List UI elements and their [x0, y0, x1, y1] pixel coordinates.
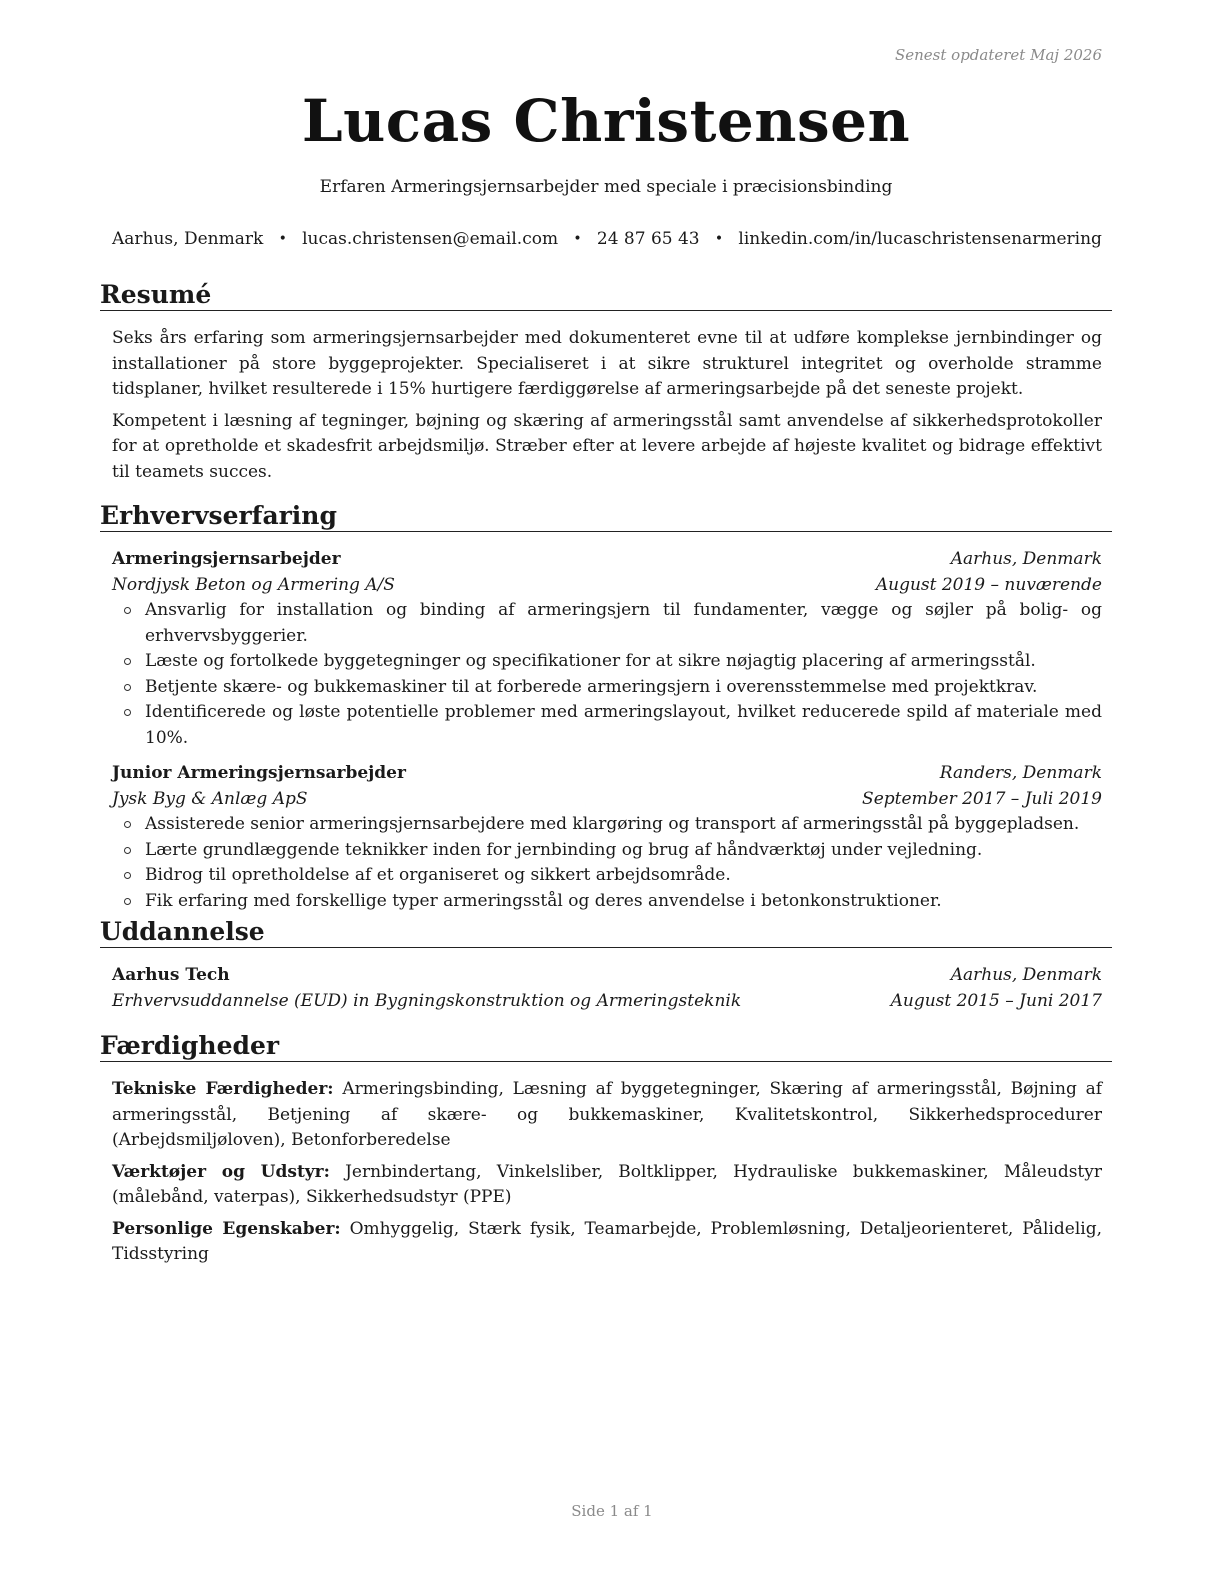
job-bullets [112, 812, 1102, 914]
job-company: Nordjysk Beton og Armering A/S [112, 574, 395, 595]
bullet-icon [124, 898, 131, 905]
job-dates: August 2019 – nuværende [875, 574, 1102, 595]
bullet-icon [124, 872, 131, 879]
summary-paragraph: Kompetent i læsning af tegninger, bøjning og skæring af armeringsstål samt anvendelse af sikkerhedsprotokoller for at opretholde et skadesfrit arbejdsmiljø. Stræber efter at levere arbejde af højeste kvalitet og bidrage effektivt til teamets succes. [112, 410, 1102, 482]
education-dates: August 2015 – Juni 2017 [890, 990, 1102, 1011]
contact-line [112, 228, 1102, 250]
job-bullets [112, 598, 1102, 751]
contact-linkedin[interactable]: linkedin.com/in/lucaschristensenarmering [738, 229, 1102, 249]
list-item: Fik erfaring med forskellige typer armeringsstål og deres anvendelse i betonkonstruktioner. [112, 889, 1102, 915]
experience-title: Erhvervserfaring [100, 501, 1112, 532]
list-item: Læste og fortolkede byggetegninger og specifikationer for at sikre nøjagtig placering af armeringsstål. [112, 649, 1102, 675]
skill-label: Personlige Egenskaber: [112, 1218, 341, 1239]
experience-section [100, 501, 1112, 914]
summary-paragraph: Seks års erfaring som armeringsjernsarbejder med dokumenteret evne til at udføre komplekse jernbindinger og installationer på store byggeprojekter. Specialiseret i at sikre strukturel integritet og overholde stramme tidsplaner, hvilket resulterede i 15% hurtigere færdiggørelse af armeringsarbejde på det seneste projekt. [112, 328, 1102, 399]
contact-separator: • [714, 231, 724, 247]
page-number: Side 1 af 1 [571, 1502, 653, 1520]
job-role: Junior Armeringsjernsarbejder [112, 763, 406, 783]
skill-group [112, 1077, 1102, 1154]
job-company: Jysk Byg & Anlæg ApS [112, 788, 308, 809]
last-updated: Senest opdateret Maj 2026 [894, 46, 1102, 64]
skill-text: Omhyggelig, Stærk fysik, Teamarbejde, Problemløsning, Detaljeorienteret, Pålidelig, Tidsstyring [112, 1218, 1102, 1264]
education-section [100, 917, 1112, 1014]
job-location: Aarhus, Denmark [950, 549, 1102, 569]
skill-group [112, 1217, 1102, 1268]
school-name: Aarhus Tech [112, 965, 230, 985]
tagline: Erfaren Armeringsjernsarbejder med speciale i præcisionsbinding [319, 177, 893, 197]
contact-location: Aarhus, Denmark [112, 229, 264, 249]
list-item: Betjente skære- og bukkemaskiner til at forberede armeringsjern i overensstemmelse med projektkrav. [112, 675, 1102, 701]
bullet-icon [124, 847, 131, 854]
list-item: Identificerede og løste potentielle problemer med armeringslayout, hvilket reducerede spild af materiale med 10%. [112, 700, 1102, 751]
summary-title: Resumé [100, 280, 1112, 311]
bullet-icon [124, 658, 131, 665]
job-dates: September 2017 – Juli 2019 [862, 788, 1102, 809]
job-entry [100, 751, 1112, 914]
skill-label: Værktøjer og Udstyr: [112, 1161, 330, 1182]
job-entry [100, 532, 1112, 751]
school-location: Aarhus, Denmark [950, 965, 1102, 985]
skills-section [100, 1031, 1112, 1268]
bullet-icon [124, 607, 131, 614]
contact-separator: • [573, 231, 582, 247]
skill-group [112, 1160, 1102, 1211]
summary-section [100, 280, 1112, 485]
bullet-icon [124, 709, 131, 716]
job-location: Randers, Denmark [939, 763, 1102, 783]
contact-email[interactable]: lucas.christensen@email.com [302, 229, 559, 249]
list-item: Bidrog til opretholdelse af et organiseret og sikkert arbejdsområde. [112, 863, 1102, 889]
list-item: Ansvarlig for installation og binding af armeringsjern til fundamenter, vægge og søjler på bolig- og erhvervsbyggerier. [112, 598, 1102, 649]
job-role: Armeringsjernsarbejder [112, 549, 341, 569]
education-title: Uddannelse [100, 917, 1112, 948]
skills-title: Færdigheder [100, 1031, 1112, 1062]
resume-page [100, 0, 1112, 1584]
bullet-icon [124, 821, 131, 828]
skill-text: Armeringsbinding, Læsning af byggetegninger, Skæring af armeringsstål, Bøjning af armeringsstål, Betjening af skære- og bukkemaskiner, Kvalitetskontrol, Sikkerhedsprocedurer (Arbejdsmiljøloven), Betonforberedelse [112, 1079, 1103, 1150]
candidate-name: Lucas Christensen [301, 87, 911, 155]
list-item: Assisterede senior armeringsjernsarbejdere med klargøring og transport af armeringsstål på byggepladsen. [112, 812, 1102, 838]
bullet-icon [124, 684, 131, 691]
contact-phone: 24 87 65 43 [596, 229, 700, 249]
skill-label: Tekniske Færdigheder: [112, 1079, 334, 1099]
contact-separator: • [278, 231, 287, 247]
list-item: Lærte grundlæggende teknikker inden for jernbinding og brug af håndværktøj under vejledning. [112, 838, 1102, 864]
degree: Erhvervsuddannelse (EUD) in Bygningskonstruktion og Armeringsteknik [112, 990, 742, 1011]
skill-text: Jernbindertang, Vinkelsliber, Boltklipper, Hydrauliske bukkemaskiner, Måleudstyr (målebånd, vaterpas), Sikkerhedsudstyr (PPE) [112, 1161, 1102, 1207]
